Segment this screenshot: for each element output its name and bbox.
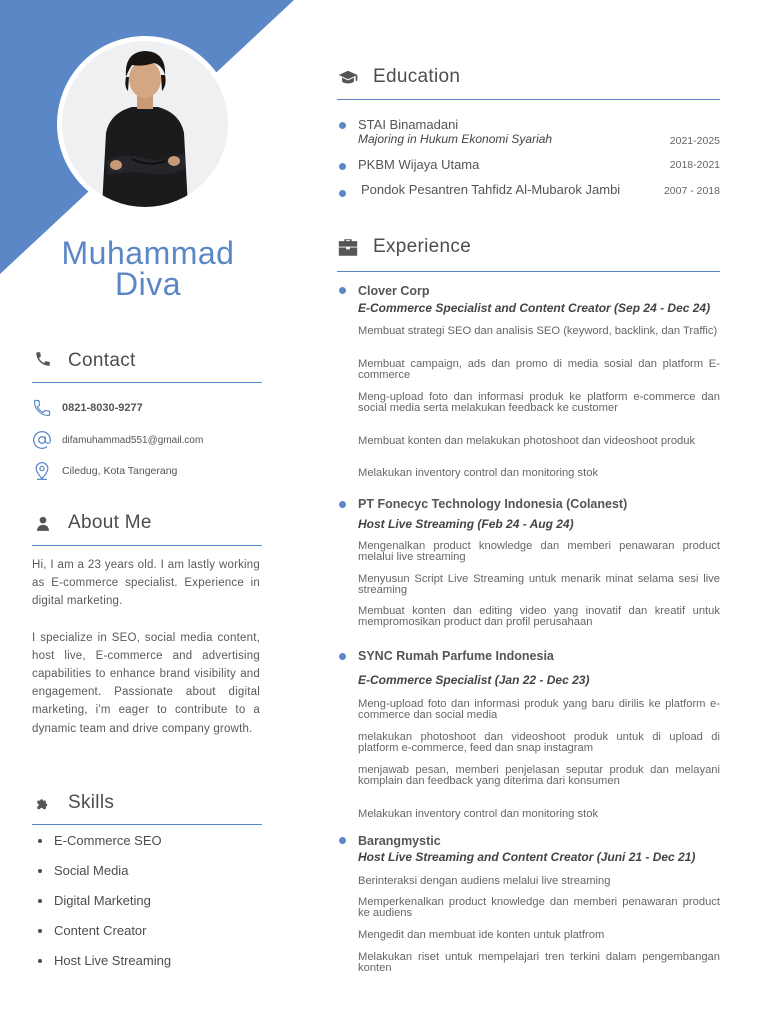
bullet-dot bbox=[339, 837, 346, 844]
education-divider bbox=[337, 99, 720, 100]
education-item bbox=[358, 117, 552, 146]
skill-item: Host Live Streaming bbox=[32, 950, 171, 980]
job-point: Memperkenalkan product knowledge dan memberi penawaran product ke audiens bbox=[358, 896, 720, 919]
job-point: Melakukan inventory control dan monitoring stok bbox=[358, 467, 599, 479]
name-first: Muhammad bbox=[61, 235, 235, 271]
phone-icon bbox=[34, 350, 52, 368]
email-address[interactable]: difamuhammad551@gmail.com bbox=[62, 434, 204, 446]
person-icon bbox=[35, 515, 51, 532]
job-entry bbox=[358, 497, 720, 531]
company-name: PT Fonecyc Technology Indonesia (Colanest) bbox=[358, 497, 628, 511]
company-name: Barangmystic bbox=[358, 834, 441, 848]
school-detail: Majoring in Hukum Ekonomi Syariah bbox=[358, 132, 553, 146]
job-point: menjawab pesan, memberi penjelasan seputar produk dan melayani komplain dan feedback yang diterima dari konsumen bbox=[358, 764, 720, 787]
at-sign-icon bbox=[32, 430, 52, 450]
experience-heading: Experience bbox=[373, 236, 472, 257]
job-role: Host Live Streaming (Feb 24 - Aug 24) bbox=[358, 517, 574, 531]
contact-email bbox=[32, 430, 203, 450]
about-heading: About Me bbox=[68, 512, 152, 533]
education-item bbox=[361, 181, 631, 198]
bullet-dot bbox=[339, 190, 346, 197]
school-name: Pondok Pesantren Tahfidz Al-Mubarok Jambi bbox=[361, 182, 621, 197]
education-heading: Education bbox=[373, 66, 461, 87]
skill-item: Content Creator bbox=[32, 920, 171, 950]
phone-outline-icon bbox=[32, 398, 52, 418]
location-text: Ciledug, Kota Tangerang bbox=[62, 465, 178, 477]
skills-heading: Skills bbox=[68, 792, 115, 813]
job-point: Meng-upload foto dan informasi produk yang baru dirilis ke platform e-commerce dan social media bbox=[358, 698, 720, 721]
job-entry bbox=[358, 284, 720, 315]
job-point: Melakukan inventory control dan monitoring stok bbox=[358, 808, 599, 820]
contact-location bbox=[32, 461, 177, 481]
full-name bbox=[20, 235, 276, 302]
skills-divider bbox=[32, 824, 262, 825]
skill-item: E-Commerce SEO bbox=[32, 830, 171, 860]
bullet-dot bbox=[339, 287, 346, 294]
puzzle-icon bbox=[33, 795, 53, 812]
contact-heading: Contact bbox=[68, 350, 136, 371]
company-name: SYNC Rumah Parfume Indonesia bbox=[358, 649, 554, 663]
phone-number[interactable]: 0821-8030-9277 bbox=[62, 402, 143, 414]
school-name: PKBM Wijaya Utama bbox=[358, 157, 480, 172]
job-point: Mengedit dan membuat ide konten untuk platfrom bbox=[358, 929, 605, 941]
about-text bbox=[32, 556, 260, 756]
bullet-dot bbox=[339, 501, 346, 508]
job-point: Melakukan riset untuk mempelajari tren terkini dalam pengembangan konten bbox=[358, 951, 720, 974]
about-paragraph-2: I specialize in SEO, social media content, host live, E-commerce and advertising capabilities to enhance brand visibility and engagement. Passionate about digital marketing, i'm eager to contribute to a dynamic team and drive company growth. bbox=[32, 631, 260, 735]
job-role: E-Commerce Specialist (Jan 22 - Dec 23) bbox=[358, 673, 590, 687]
job-role: E-Commerce Specialist and Content Creator (Sep 24 - Dec 24) bbox=[358, 301, 711, 315]
about-paragraph-1: Hi, I am a 23 years old. I am lastly working as E-commerce specialist. Experience in digital marketing. bbox=[32, 559, 260, 608]
education-years: 2007 - 2018 bbox=[663, 185, 720, 197]
graduation-cap-icon bbox=[337, 69, 359, 86]
job-point: melakukan photoshoot dan videoshoot produk untuk di upload di platform e-commerce, feed dan snap instagram bbox=[358, 731, 720, 754]
skill-item: Social Media bbox=[32, 860, 171, 890]
contact-divider bbox=[32, 382, 262, 383]
job-role: Host Live Streaming and Content Creator (Juni 21 - Dec 21) bbox=[358, 850, 696, 864]
name-last: Diva bbox=[114, 266, 181, 302]
education-years: 2018-2021 bbox=[669, 159, 720, 171]
job-point: Membuat konten dan editing video yang inovatif dan kreatif untuk mempromosikan product dan profil perusahaan bbox=[358, 605, 720, 628]
about-divider bbox=[32, 545, 262, 546]
job-point: Mengenalkan product knowledge dan memberi penawaran product melalui live streaming bbox=[358, 540, 720, 563]
bullet-dot bbox=[339, 653, 346, 660]
person-illustration bbox=[62, 41, 228, 207]
job-point: Menyusun Script Live Streaming untuk menarik minat selama sesi live streaming bbox=[358, 573, 720, 596]
job-point: Membuat konten dan melakukan photoshoot dan videoshoot produk bbox=[358, 435, 696, 447]
contact-phone bbox=[32, 398, 143, 418]
briefcase-icon bbox=[337, 238, 359, 257]
experience-divider bbox=[337, 271, 720, 272]
education-item bbox=[358, 157, 479, 172]
profile-photo bbox=[57, 36, 233, 212]
school-name: STAI Binamadani bbox=[358, 117, 459, 132]
map-pin-icon bbox=[32, 461, 52, 481]
bullet-dot bbox=[339, 163, 346, 170]
job-point: Membuat strategi SEO dan analisis SEO (keyword, backlink, dan Traffic) bbox=[358, 325, 718, 337]
job-point: Membuat campaign, ads dan promo di media sosial dan platform E-commerce bbox=[358, 358, 720, 381]
job-entry bbox=[358, 649, 720, 687]
job-point: Meng-upload foto dan informasi produk ke platform e-commerce dan social media serta melakukan feedback ke customer bbox=[358, 391, 720, 414]
skill-item: Digital Marketing bbox=[32, 890, 171, 920]
bullet-dot bbox=[339, 122, 346, 129]
company-name: Clover Corp bbox=[358, 284, 430, 298]
job-entry bbox=[358, 834, 720, 864]
education-years: 2021-2025 bbox=[669, 135, 720, 147]
skills-list bbox=[32, 830, 171, 980]
job-point: Berinteraksi dengan audiens melalui live streaming bbox=[358, 875, 611, 887]
